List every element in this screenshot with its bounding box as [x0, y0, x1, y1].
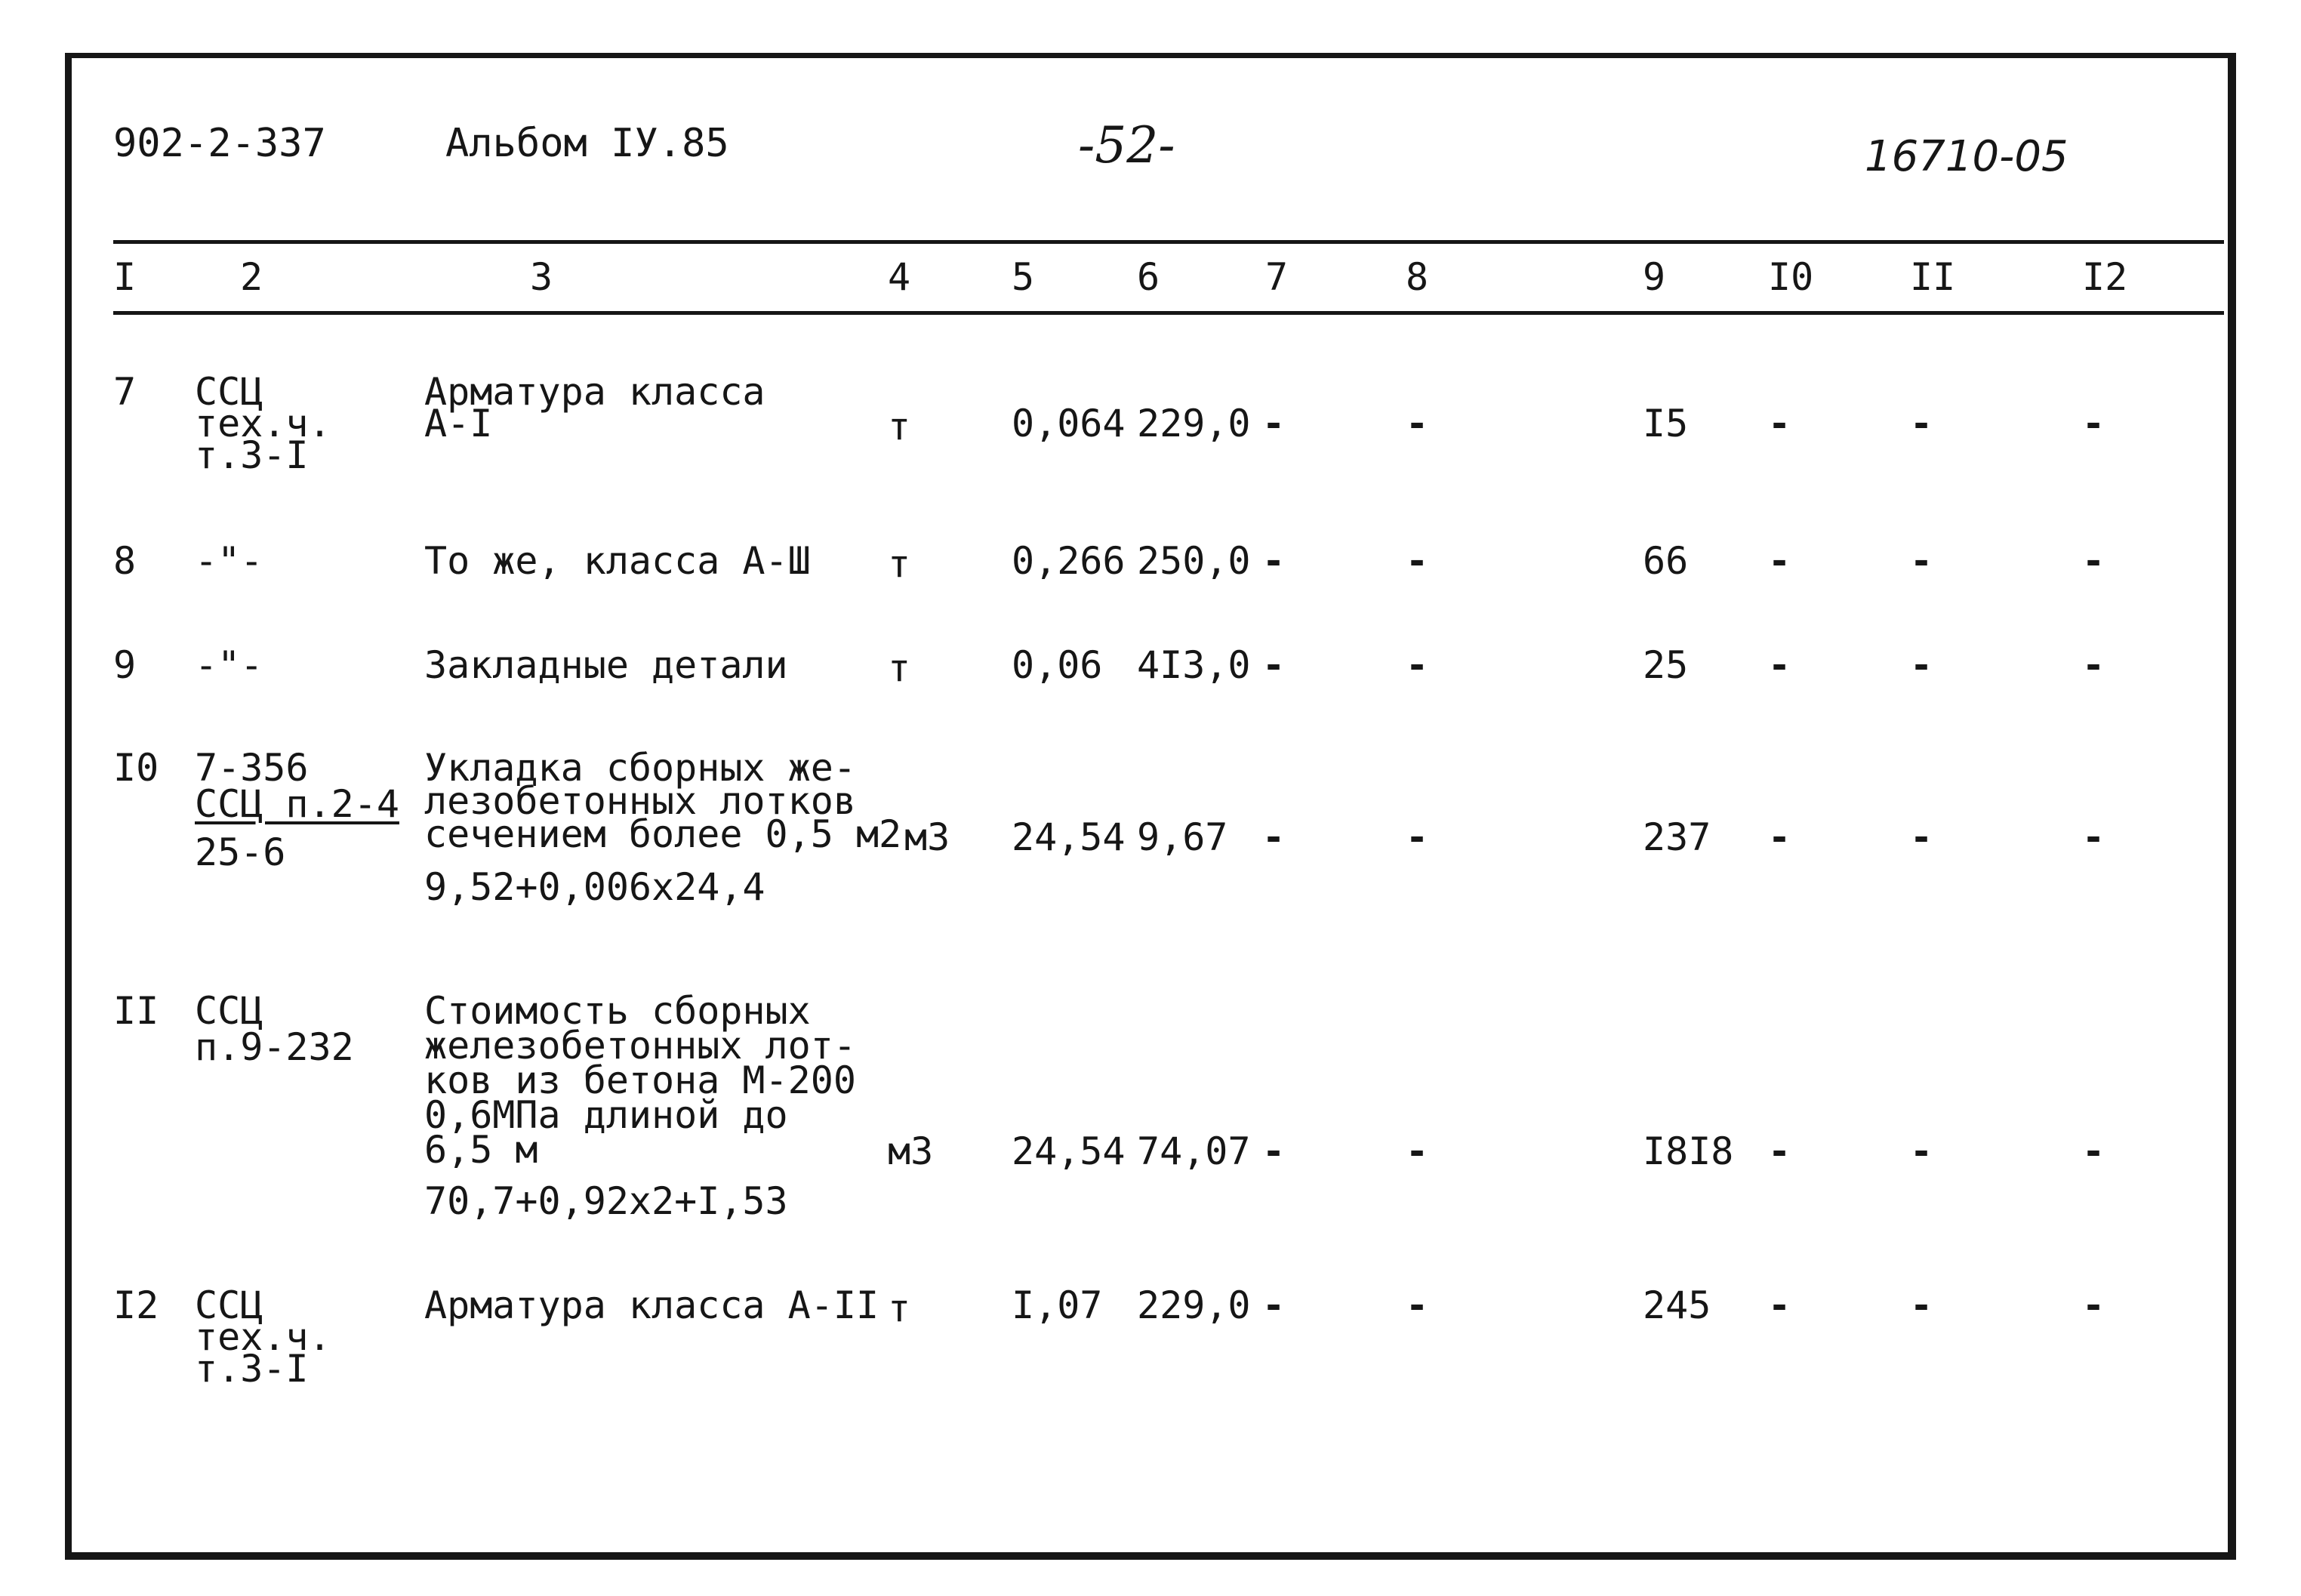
col7-cell: - — [1262, 539, 1286, 583]
col10-cell: - — [1768, 402, 1791, 445]
col-header-3: 3 — [530, 255, 553, 299]
col-header-11: II — [1910, 255, 1956, 299]
col10-cell: - — [1768, 643, 1791, 687]
col8-cell: - — [1406, 1129, 1429, 1173]
basis-line: ССЦ — [195, 370, 263, 414]
basis-line: -"- — [195, 539, 263, 583]
basis-line: ССЦ п.2-4 — [195, 782, 399, 826]
col-header-7: 7 — [1265, 255, 1289, 299]
basis-line: т.3-I — [195, 1347, 309, 1391]
col8-cell: - — [1406, 643, 1429, 687]
basis-line: тех.ч. — [195, 402, 331, 445]
col-header-8: 8 — [1406, 255, 1429, 299]
col8-cell: - — [1406, 815, 1429, 859]
item-formula: 9,52+0,006х24,4 — [424, 865, 765, 909]
basis-line: тех.ч. — [195, 1315, 331, 1359]
col12-cell: - — [2082, 1283, 2105, 1327]
basis-line: 7-356 — [195, 746, 309, 790]
header-rule-bottom — [113, 311, 2224, 315]
unit-cell: м3 — [888, 1129, 934, 1173]
row-number: II — [113, 989, 159, 1033]
quantity-cell: 24,54 — [1012, 815, 1126, 859]
price-cell: 229,0 — [1137, 402, 1251, 445]
item-name-line: сечением более 0,5 м2 — [424, 812, 902, 856]
col-header-4: 4 — [888, 255, 911, 299]
item-name-line: ков из бетона М-200 — [424, 1058, 856, 1102]
col-header-1: I — [113, 255, 137, 299]
quantity-cell: I,07 — [1012, 1283, 1103, 1327]
item-name-line: Стоимость сборных — [424, 989, 811, 1033]
total-cell: 25 — [1643, 643, 1689, 687]
price-cell: 4I3,0 — [1137, 643, 1251, 687]
basis-line: 25-6 — [195, 830, 286, 874]
item-name-line: Арматура класса — [424, 370, 765, 414]
col-header-9: 9 — [1643, 255, 1666, 299]
item-name-line: Арматура класса А-II — [424, 1283, 879, 1327]
header-rule-top — [113, 240, 2224, 244]
item-formula: 70,7+0,92х2+I,53 — [424, 1179, 788, 1223]
col11-cell: - — [1910, 643, 1933, 687]
item-name-line: 0,6МПа длиной до — [424, 1093, 788, 1137]
price-cell: 250,0 — [1137, 539, 1251, 583]
unit-cell: т — [888, 542, 911, 586]
price-cell: 9,67 — [1137, 815, 1228, 859]
col8-cell: - — [1406, 1283, 1429, 1327]
col8-cell: - — [1406, 539, 1429, 583]
doc-number: 902-2-337 — [113, 121, 326, 166]
col8-cell: - — [1406, 402, 1429, 445]
col10-cell: - — [1768, 1129, 1791, 1173]
basis-line: ССЦ — [195, 989, 263, 1033]
col11-cell: - — [1910, 402, 1933, 445]
price-cell: 229,0 — [1137, 1283, 1251, 1327]
album-label: Альбом IУ.85 — [445, 121, 729, 166]
unit-cell: т — [888, 1286, 911, 1330]
price-cell: 74,07 — [1137, 1129, 1251, 1173]
item-name-line: лезобетонных лотков — [424, 779, 856, 823]
quantity-cell: 24,54 — [1012, 1129, 1126, 1173]
col-header-10: I0 — [1768, 255, 1814, 299]
col12-cell: - — [2082, 539, 2105, 583]
item-name-line: железобетонных лот- — [424, 1024, 856, 1068]
col12-cell: - — [2082, 815, 2105, 859]
row-number: 7 — [113, 370, 137, 414]
col11-cell: - — [1910, 815, 1933, 859]
col7-cell: - — [1262, 1283, 1286, 1327]
row-number: I0 — [113, 746, 159, 790]
quantity-cell: 0,266 — [1012, 539, 1126, 583]
basis-line: т.3-I — [195, 433, 309, 477]
col10-cell: - — [1768, 815, 1791, 859]
unit-cell: м3 — [904, 815, 950, 859]
item-name-line: 6,5 м — [424, 1128, 538, 1172]
col12-cell: - — [2082, 402, 2105, 445]
total-cell: 245 — [1643, 1283, 1711, 1327]
col12-cell: - — [2082, 1129, 2105, 1173]
page-number: -52- — [1078, 116, 1175, 174]
col-header-5: 5 — [1012, 255, 1035, 299]
unit-cell: т — [888, 646, 911, 690]
col12-cell: - — [2082, 643, 2105, 687]
item-name-line: Укладка сборных же- — [424, 746, 856, 790]
quantity-cell: 0,064 — [1012, 402, 1126, 445]
basis-line: п.9-232 — [195, 1025, 354, 1069]
item-name-line: То же, класса А-Ш — [424, 539, 811, 583]
total-cell: I5 — [1643, 402, 1689, 445]
total-cell: 66 — [1643, 539, 1689, 583]
basis-line: ССЦ — [195, 1283, 263, 1327]
col-header-2: 2 — [240, 255, 263, 299]
item-name-line: Закладные детали — [424, 643, 788, 687]
col10-cell: - — [1768, 1283, 1791, 1327]
basis-line: -"- — [195, 643, 263, 687]
col7-cell: - — [1262, 815, 1286, 859]
doc-code: 16710-05 — [1865, 132, 2068, 181]
col11-cell: - — [1910, 1283, 1933, 1327]
col10-cell: - — [1768, 539, 1791, 583]
col-header-6: 6 — [1137, 255, 1160, 299]
total-cell: 237 — [1643, 815, 1711, 859]
col7-cell: - — [1262, 643, 1286, 687]
col11-cell: - — [1910, 539, 1933, 583]
col7-cell: - — [1262, 402, 1286, 445]
col-header-12: I2 — [2082, 255, 2128, 299]
row-number: 8 — [113, 539, 137, 583]
total-cell: I8I8 — [1643, 1129, 1734, 1173]
unit-cell: т — [888, 405, 911, 448]
col7-cell: - — [1262, 1129, 1286, 1173]
quantity-cell: 0,06 — [1012, 643, 1103, 687]
row-number: I2 — [113, 1283, 159, 1327]
item-name-line: А-I — [424, 402, 493, 445]
col11-cell: - — [1910, 1129, 1933, 1173]
row-number: 9 — [113, 643, 137, 687]
